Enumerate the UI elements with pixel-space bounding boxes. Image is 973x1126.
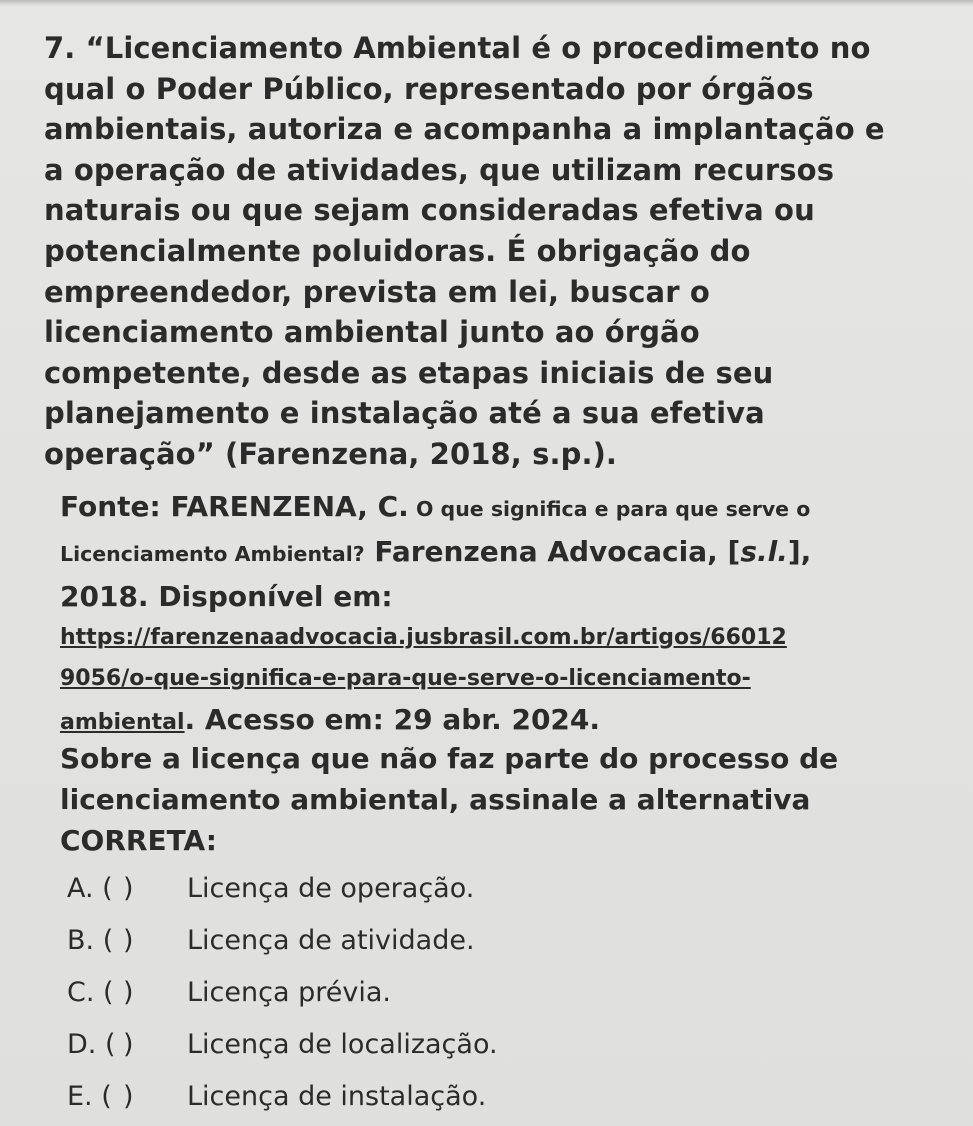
source-citation xyxy=(60,486,970,744)
question-prompt xyxy=(60,738,965,861)
prompt-line: licenciamento ambiental, assinale a alternativa xyxy=(60,783,811,816)
option-text: Licença de atividade. xyxy=(187,924,475,956)
question-line: operação” (Farenzena, 2018, s.p.). xyxy=(44,436,618,471)
option-a[interactable] xyxy=(67,862,947,914)
question-line: a operação de atividades, que utilizam recursos xyxy=(44,152,835,187)
question-line: qual o Poder Público, representado por órgãos xyxy=(44,71,814,106)
source-url-link[interactable]: ambiental xyxy=(60,710,185,735)
answer-options xyxy=(67,862,947,1122)
source-bracket-close: ], xyxy=(787,535,812,568)
question-line: empreendedor, prevista em lei, buscar o xyxy=(44,274,710,309)
source-access-date: . Acesso em: 29 abr. 2024. xyxy=(184,703,601,736)
question-line: licenciamento ambiental junto ao órgão xyxy=(44,315,700,350)
option-text: Licença de localização. xyxy=(187,1028,498,1060)
option-box: ) xyxy=(123,1028,134,1060)
option-e[interactable] xyxy=(67,1070,947,1122)
option-letter: B. ( xyxy=(67,924,114,956)
source-title-part: Licenciamento Ambiental? xyxy=(60,542,365,566)
option-letter: C. ( xyxy=(67,976,114,1008)
option-letter: E. ( xyxy=(67,1080,112,1112)
question-line: competente, desde as etapas iniciais de seu xyxy=(44,355,774,390)
option-c[interactable] xyxy=(67,966,947,1018)
source-line xyxy=(60,531,970,576)
option-box: ) xyxy=(123,1080,134,1112)
option-d[interactable] xyxy=(67,1018,947,1070)
source-sine-loco: s.l. xyxy=(740,535,788,568)
question-text xyxy=(44,28,969,475)
question-line: planejamento e instalação até a sua efetiva xyxy=(44,396,765,431)
option-letter: D. ( xyxy=(67,1028,116,1060)
option-box: ) xyxy=(123,924,134,956)
top-divider xyxy=(0,0,973,6)
option-letter: A. ( xyxy=(67,872,113,904)
option-text: Licença de instalação. xyxy=(187,1080,487,1112)
option-box: ) xyxy=(123,976,134,1008)
question-line: ambientais, autoriza e acompanha a implantação e xyxy=(44,112,885,147)
question-line: potencialmente poluidoras. É obrigação do xyxy=(44,233,751,268)
prompt-line: Sobre a licença que não faz parte do processo de xyxy=(60,742,839,775)
option-text: Licença prévia. xyxy=(187,976,391,1008)
source-publisher: Farenzena Advocacia, [ xyxy=(364,535,741,568)
source-url-link[interactable]: https://farenzenaadvocacia.jusbrasil.com.br/artigos/66012 xyxy=(60,625,787,650)
source-url-link[interactable]: 9056/o-que-significa-e-para-que-serve-o-licenciamento- xyxy=(60,666,751,691)
option-b[interactable] xyxy=(67,914,947,966)
prompt-line: CORRETA: xyxy=(60,824,217,857)
source-line xyxy=(60,486,970,531)
option-box: ) xyxy=(123,872,134,904)
question-line: naturais ou que sejam consideradas efetiva ou xyxy=(44,193,815,228)
question-line: 7. “Licenciamento Ambiental é o procedimento no xyxy=(44,31,871,65)
source-title-part: O que significa e para que serve o xyxy=(408,497,811,521)
option-text: Licença de operação. xyxy=(187,872,475,904)
source-availability: 2018. Disponível em: xyxy=(60,580,393,613)
source-author: Fonte: FARENZENA, C. xyxy=(60,490,409,523)
